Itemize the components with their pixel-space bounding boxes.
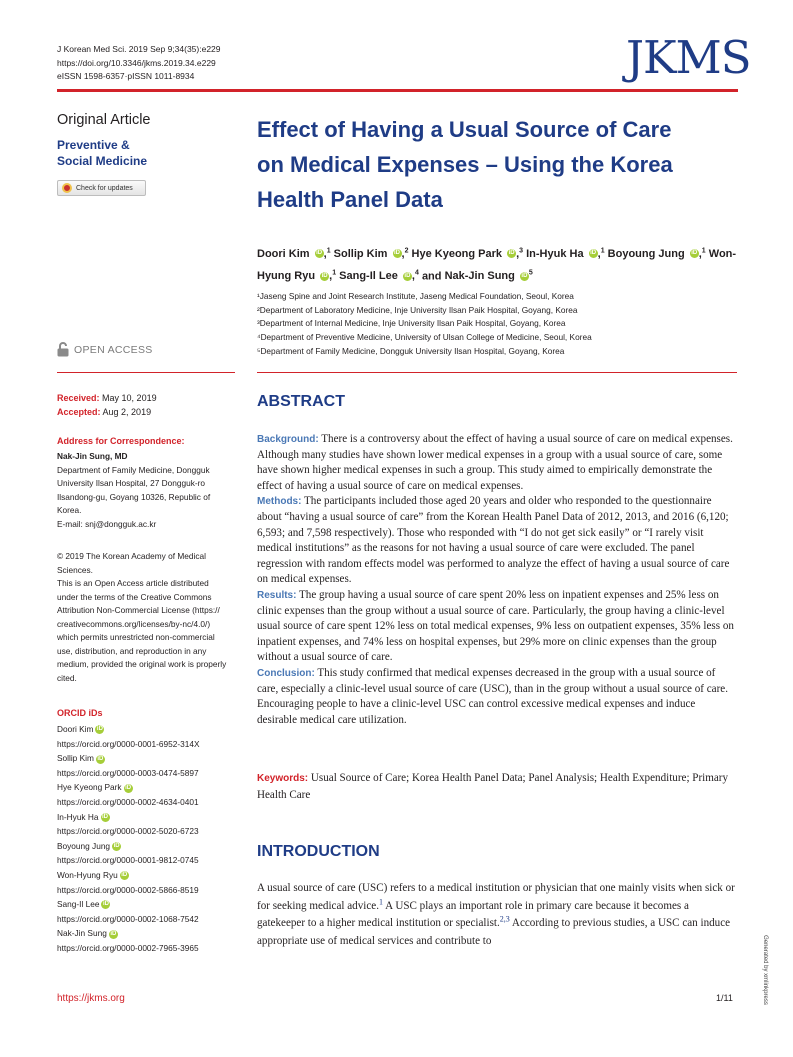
author-connector: and [421, 270, 442, 283]
correspondence-line: Korea. [57, 505, 82, 515]
open-access-badge [57, 342, 153, 357]
author[interactable]: Sollip Kim iD ,$^2$ [333, 247, 409, 260]
doi-link[interactable]: https://doi.org/10.3346/jkms.2019.34.e229 [57, 57, 216, 68]
author-name: Sang-Il Lee [339, 270, 398, 283]
citation-link[interactable]: 1 [378, 896, 383, 906]
orcid-icon[interactable]: iD [316, 250, 323, 257]
correspondence-line: Department of Family Medicine, Dongguk [57, 464, 210, 475]
check-for-updates-label: Check for updates [76, 184, 133, 192]
title-line: Health Panel Data [257, 187, 443, 212]
citation-block [57, 43, 221, 84]
author-affil-sup: 5 [528, 269, 533, 277]
methods-label: Methods: [257, 496, 302, 508]
results-label: Results: [257, 589, 297, 601]
orcid-author: Doori Kim [57, 724, 94, 734]
keywords-text: Usual Source of Care; Korea Health Panel Data; Panel Analysis; Health Expenditure; Primary Health Care [257, 772, 729, 801]
background-text: There is a controversy about the effect of having a usual source of care on medical expenses. Although many studies have shown lower medical expenses in a group with a usual source of care, some have shown higher medical expenses in such a group. This study aimed to empirically demonstrate the effect of having a usual source of care on medical expenses. [257, 433, 733, 492]
title-line: on Medical Expenses – Using the Korea [257, 152, 673, 177]
orcid-url[interactable]: https://orcid.org/0000-0001-6952-314X [57, 738, 200, 749]
orcid-label: ORCID iDs [57, 708, 103, 718]
orcid-url[interactable]: https://orcid.org/0000-0002-1068-7542 [57, 913, 199, 924]
author-name: Sollip Kim [333, 247, 388, 260]
orcid-icon[interactable]: iD [321, 272, 328, 279]
orcid-icon[interactable]: iD [96, 726, 103, 733]
orcid-icon[interactable]: iD [394, 250, 400, 257]
affiliation: ¹Jaseng Spine and Joint Research Institute, Jaseng Medical Foundation, Seoul, Korea [257, 291, 574, 301]
correspondent-name: Nak-Jin Sung, MD [57, 451, 128, 461]
intro-sentence: A usual source of care (USC) refers to a medical institution or physician that one mainly visits when sick or for seeking medical advice. [257, 882, 735, 912]
orcid-icon[interactable]: iD [102, 901, 109, 908]
copyright-line: use, distribution, and reproduction in any [57, 645, 207, 656]
orcid-icon[interactable]: iD [110, 930, 117, 937]
issn-line: eISSN 1598-6357·pISSN 1011-8934 [57, 71, 195, 81]
orcid-url[interactable]: https://orcid.org/0000-0003-0474-5897 [57, 767, 199, 778]
orcid-name [57, 780, 235, 795]
orcid-author: Hye Kyeong Park [57, 782, 122, 793]
crossmark-icon [62, 183, 72, 193]
header-divider [57, 89, 738, 92]
page-number: 1/11 [716, 993, 733, 1003]
orcid-url[interactable]: https://orcid.org/0000-0002-7965-3965 [57, 942, 199, 953]
orcid-icon[interactable]: iD [97, 755, 104, 762]
keywords-label: Keywords: [257, 773, 309, 784]
orcid-icon[interactable]: iD [590, 250, 597, 257]
orcid-url[interactable]: https://orcid.org/0000-0002-4634-0401 [57, 796, 199, 807]
author-name: Won-Hyung Ryu [257, 247, 737, 283]
journal-url-link[interactable]: https://jkms.org [57, 993, 125, 1004]
main-divider [257, 372, 737, 373]
orcid-name [57, 839, 235, 854]
received-date: May 10, 2019 [102, 393, 157, 403]
copyright-line: medium, provided the original work is properly [57, 659, 227, 669]
author[interactable]: Boyoung Jung iD ,$^1$ [607, 247, 706, 260]
copyright-line: Attribution Non-Commercial License (https:// [57, 605, 220, 615]
check-for-updates-button[interactable] [57, 180, 146, 196]
author-affil-sup: 4 [414, 269, 419, 277]
correspondence-label: Address for Correspondence: [57, 436, 185, 446]
affiliation: ⁵Department of Family Medicine, Dongguk University Ilsan Hospital, Goyang, Korea [257, 345, 565, 356]
accepted-label: Accepted: [57, 407, 101, 417]
orcid-name [57, 751, 235, 766]
correspondence-email[interactable]: E-mail: snj@dongguk.ac.kr [57, 518, 157, 529]
citation-line: J Korean Med Sci. 2019 Sep 9;34(35):e229 [57, 44, 221, 54]
article-type: Original Article [57, 112, 151, 128]
conclusion-label: Conclusion: [257, 667, 315, 679]
orcid-author: Sang-Il Lee [57, 899, 100, 910]
generated-by-text: Generated by xmlinkpress [761, 935, 768, 1005]
author-name: Hye Kyeong Park [411, 247, 503, 260]
author[interactable]: In-Hyuk Ha iD ,$^1$ [526, 247, 605, 260]
author-name: Boyoung Jung [607, 247, 685, 260]
orcid-icon[interactable]: iD [113, 843, 120, 850]
abstract-body [257, 432, 737, 728]
orcid-author: Nak-Jin Sung [57, 928, 107, 939]
correspondence-line: Ilsandong-gu, Goyang 10326, Republic of [57, 491, 211, 502]
results-text: The group having a usual source of care spent 20% less on inpatient expenses and 25% less on clinic expenses than the group without a usual source of care. Particularly, the group having a clinic-level usual source of care spent 12% less on total medical expenses, 9% less on outpatient expenses, 35% less on inpatient expenses, and 74% less on hospital expenses, but 29% more on clinic expenses than the group without a usual source of care. [257, 588, 734, 664]
copyright-line: which permits unrestricted non-commercial [57, 632, 215, 642]
orcid-author: Won-Hyung Ryu [57, 869, 118, 880]
author-affil-sup: 3 [519, 247, 524, 254]
background-label: Background: [257, 434, 319, 445]
correspondence-line: University Ilsan Hospital, 27 Dongguk-ro [57, 478, 206, 488]
conclusion-text: This study confirmed that medical expenses decreased in the group with a usual source of care, especially a clinic-level usual source of care (USC), than in the group without a usual source of care. Encouraging people to have a clinic-level USC can control excessive medical expenses and induce desirable medical care utilization. [257, 666, 728, 726]
orcid-icon[interactable]: iD [102, 813, 108, 820]
orcid-url[interactable]: https://orcid.org/0000-0002-5020-6723 [57, 826, 199, 837]
copyright-line: © 2019 The Korean Academy of Medical [57, 551, 206, 561]
copyright-line: cited. [57, 672, 77, 683]
author-list [257, 241, 742, 286]
affiliation: ⁴Department of Preventive Medicine, University of Ulsan College of Medicine, Seoul, Korea [257, 332, 592, 343]
orcid-author: In-Hyuk Ha [57, 811, 99, 822]
author-name: Nak-Jin Sung [444, 270, 515, 283]
orcid-name [57, 926, 235, 941]
orcid-icon[interactable]: iD [121, 872, 128, 879]
citation-link[interactable]: 2,3 [499, 914, 510, 924]
orcid-name [57, 810, 235, 825]
copyright-line: This is an Open Access article distributed [57, 578, 209, 588]
affiliation: ²Department of Laboratory Medicine, Inje University Ilsan Paik Hospital, Goyang, Korea [257, 304, 578, 315]
author[interactable]: Sang-Il Lee iD ,$^4$ [339, 269, 419, 283]
orcid-author: Boyoung Jung [57, 840, 111, 851]
author-affil-sup: 1 [600, 247, 605, 254]
copyright-line: under the terms of the Creative Commons [57, 591, 212, 602]
category-line: Preventive & [57, 138, 130, 152]
author-name: Doori Kim [257, 247, 310, 260]
author[interactable] [445, 270, 533, 282]
correspondence-block [57, 450, 235, 531]
orcid-url[interactable]: https://orcid.org/0000-0002-5866-8519 [57, 884, 199, 895]
introduction-heading: INTRODUCTION [257, 843, 380, 860]
copyright-line: creativecommons.org/licenses/by-nc/4.0/) [57, 618, 211, 629]
orcid-icon[interactable]: iD [404, 272, 411, 279]
title-line: Effect of Having a Usual Source of Care [257, 117, 672, 142]
intro-sentence: A USC plays an important role in primary care because it becomes a gatekeeper to a higher medical institution or specialist. [257, 899, 689, 929]
orcid-name [57, 897, 235, 912]
introduction-text [257, 880, 737, 950]
generated-by-mark [760, 920, 769, 1020]
affiliation: ³Department of Internal Medicine, Inje University Ilsan Paik Hospital, Goyang, Korea [257, 318, 566, 329]
copyright-line: Sciences. [57, 564, 93, 575]
author[interactable]: Won-Hyung Ryu iD ,$^1$ [257, 247, 737, 283]
orcid-icon[interactable]: iD [691, 250, 698, 257]
orcid-icon[interactable]: iD [125, 784, 132, 791]
copyright-block [57, 550, 235, 685]
author-affil-sup: 1 [332, 269, 337, 277]
orcid-author: Sollip Kim [57, 753, 94, 764]
author[interactable]: Doori Kim iD ,$^1$ [257, 247, 331, 260]
open-lock-icon [57, 342, 69, 357]
orcid-list [57, 722, 235, 956]
accepted-date: Aug 2, 2019 [102, 407, 152, 417]
category-line: Social Medicine [57, 154, 148, 168]
intro-sentence: According to previous studies, a USC can induce appropriate use of medical services and contribute to [257, 917, 731, 947]
orcid-icon[interactable]: iD [521, 272, 528, 279]
dates-block [57, 391, 235, 419]
methods-text: The participants included those aged 20 years and older who responded to the questionnaire about “having a usual source of care” from the Korean Health Panel Data of 2012, 2013, and 2016 (6,120; 6,593; and 7,598 respectively). Those who responded with “I do not get sick easily” or “I rarely visit medical institutions” as the reasons for not having a usual source of care were excluded. The panel regression with random effects model was performed to analyze the effect of having a usual source of care on medical expenses. [257, 495, 730, 586]
orcid-name [57, 868, 235, 883]
author[interactable]: Hye Kyeong Park iD ,$^3$ [411, 247, 524, 260]
article-title [257, 112, 747, 217]
affiliations [257, 290, 742, 359]
author-name: In-Hyuk Ha [526, 247, 584, 260]
orcid-url[interactable]: https://orcid.org/0000-0001-9812-0745 [57, 855, 199, 866]
author-affil-sup: 1 [326, 247, 331, 254]
keywords [257, 770, 737, 803]
open-access-label: OPEN ACCESS [74, 343, 153, 356]
author-affil-sup: 1 [701, 247, 706, 254]
received-label: Received: [57, 393, 100, 403]
abstract-heading: ABSTRACT [257, 393, 345, 410]
orcid-icon[interactable]: iD [508, 250, 515, 257]
sidebar-divider [57, 372, 235, 373]
article-category [57, 137, 235, 169]
journal-logo[interactable]: JKMS [626, 31, 751, 84]
author-affil-sup: 2 [404, 247, 409, 254]
orcid-name [57, 722, 235, 737]
